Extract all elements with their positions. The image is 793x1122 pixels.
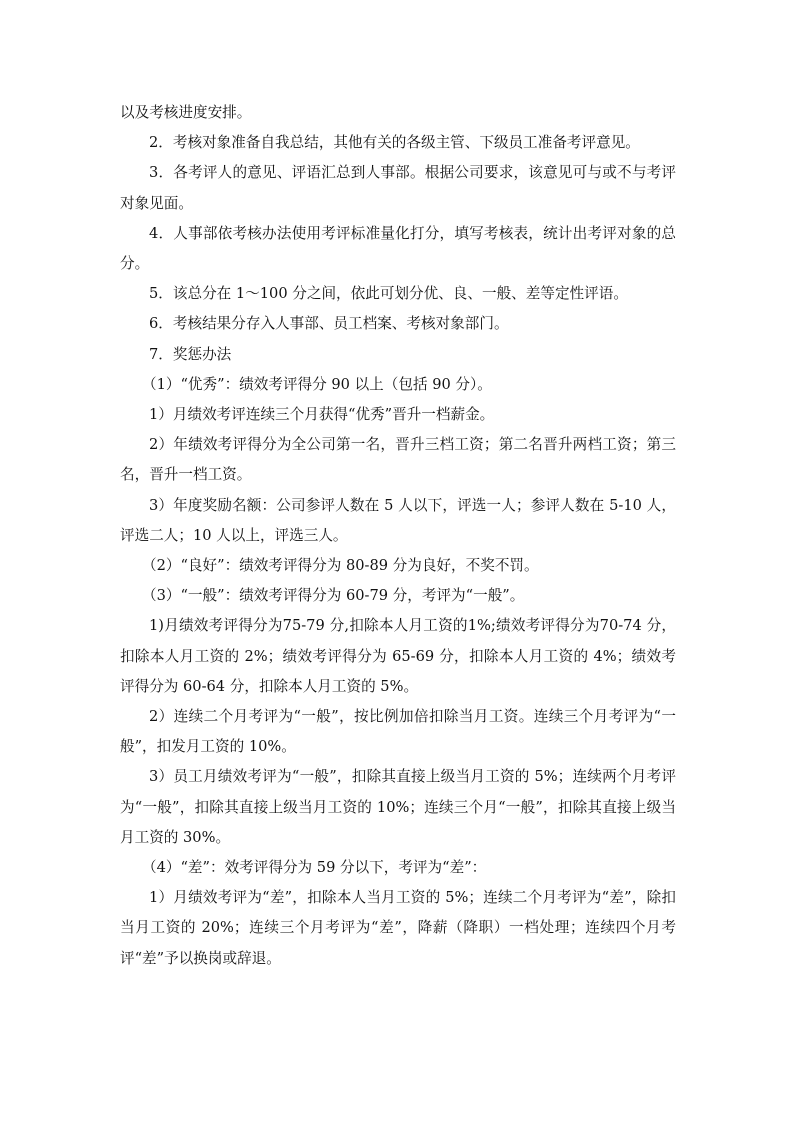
paragraph-average-2: 2）连续二个月考评为“一般”，按比例加倍扣除当月工资。连续三个月考评为“一般”，扣发月工资的 10%。 (120, 708, 676, 756)
paragraph-step-2: 2．考核对象准备自我总结，其他有关的各级主管、下级员工准备考评意见。 (149, 134, 640, 152)
paragraph-excellent-2: 2）年绩效考评得分为全公司第一名，晋升三档工资；第二名晋升两档工资；第三名，晋升一档工资。 (120, 436, 676, 484)
paragraph-step-7-heading: 7．奖惩办法 (149, 345, 232, 363)
paragraph-excellent-heading: （1）“优秀”：绩效考评得分 90 以上（包括 90 分）。 (142, 375, 492, 393)
paragraph-average-1: 1)月绩效考评得分为75-79 分,扣除本人月工资的1%;绩效考评得分为70-74 分，扣除本人月工资的 2%；绩效考评得分为 65-69 分，扣除本人月工资的 4%；绩效考评得分为 60-64 分，扣除本人月工资的 5%。 (120, 617, 676, 695)
paragraph-step-5: 5．该总分在 1～100 分之间，依此可划分优、良、一般、差等定性评语。 (149, 285, 628, 303)
paragraph-poor-1: 1）月绩效考评为“差”，扣除本人当月工资的 5%；连续二个月考评为“差”，除扣当月工资的 20%；连续三个月考评为“差”，降薪（降职）一档处理；连续四个月考评“差”予以换岗或辞退。 (120, 889, 676, 967)
paragraph-step-3: 3．各考评人的意见、评语汇总到人事部。根据公司要求，该意见可与或不与考评对象见面。 (120, 164, 676, 212)
paragraph-good-heading: （2）“良好”：绩效考评得分为 80-89 分为良好，不奖不罚。 (142, 557, 539, 575)
paragraph-excellent-3: 3）年度奖励名额：公司参评人数在 5 人以下，评选一人；参评人数在 5-10 人，评选二人；10 人以上，评选三人。 (120, 496, 676, 544)
paragraph-excellent-1: 1）月绩效考评连续三个月获得“优秀”晋升一档薪金。 (149, 406, 495, 424)
paragraph-step-6: 6．考核结果分存入人事部、员工档案、考核对象部门。 (149, 315, 509, 333)
paragraph-average-heading: （3）“一般”：绩效考评得分为 60-79 分，考评为“一般”。 (142, 587, 525, 605)
document-body (120, 98, 676, 974)
paragraph-poor-heading: （4）“差”：效考评得分为 59 分以下，考评为“差”： (142, 859, 487, 877)
paragraph-average-3: 3）员工月绩效考评为“一般”，扣除其直接上级当月工资的 5%；连续两个月考评为“一般”，扣除其直接上级当月工资的 10%；连续三个月“一般”，扣除其直接上级当月工资的 30%。 (120, 768, 676, 846)
paragraph-schedule: 以及考核进度安排。 (120, 104, 252, 121)
paragraph-step-4: 4．人事部依考核办法使用考评标准量化打分，填写考核表，统计出考评对象的总分。 (120, 224, 676, 273)
